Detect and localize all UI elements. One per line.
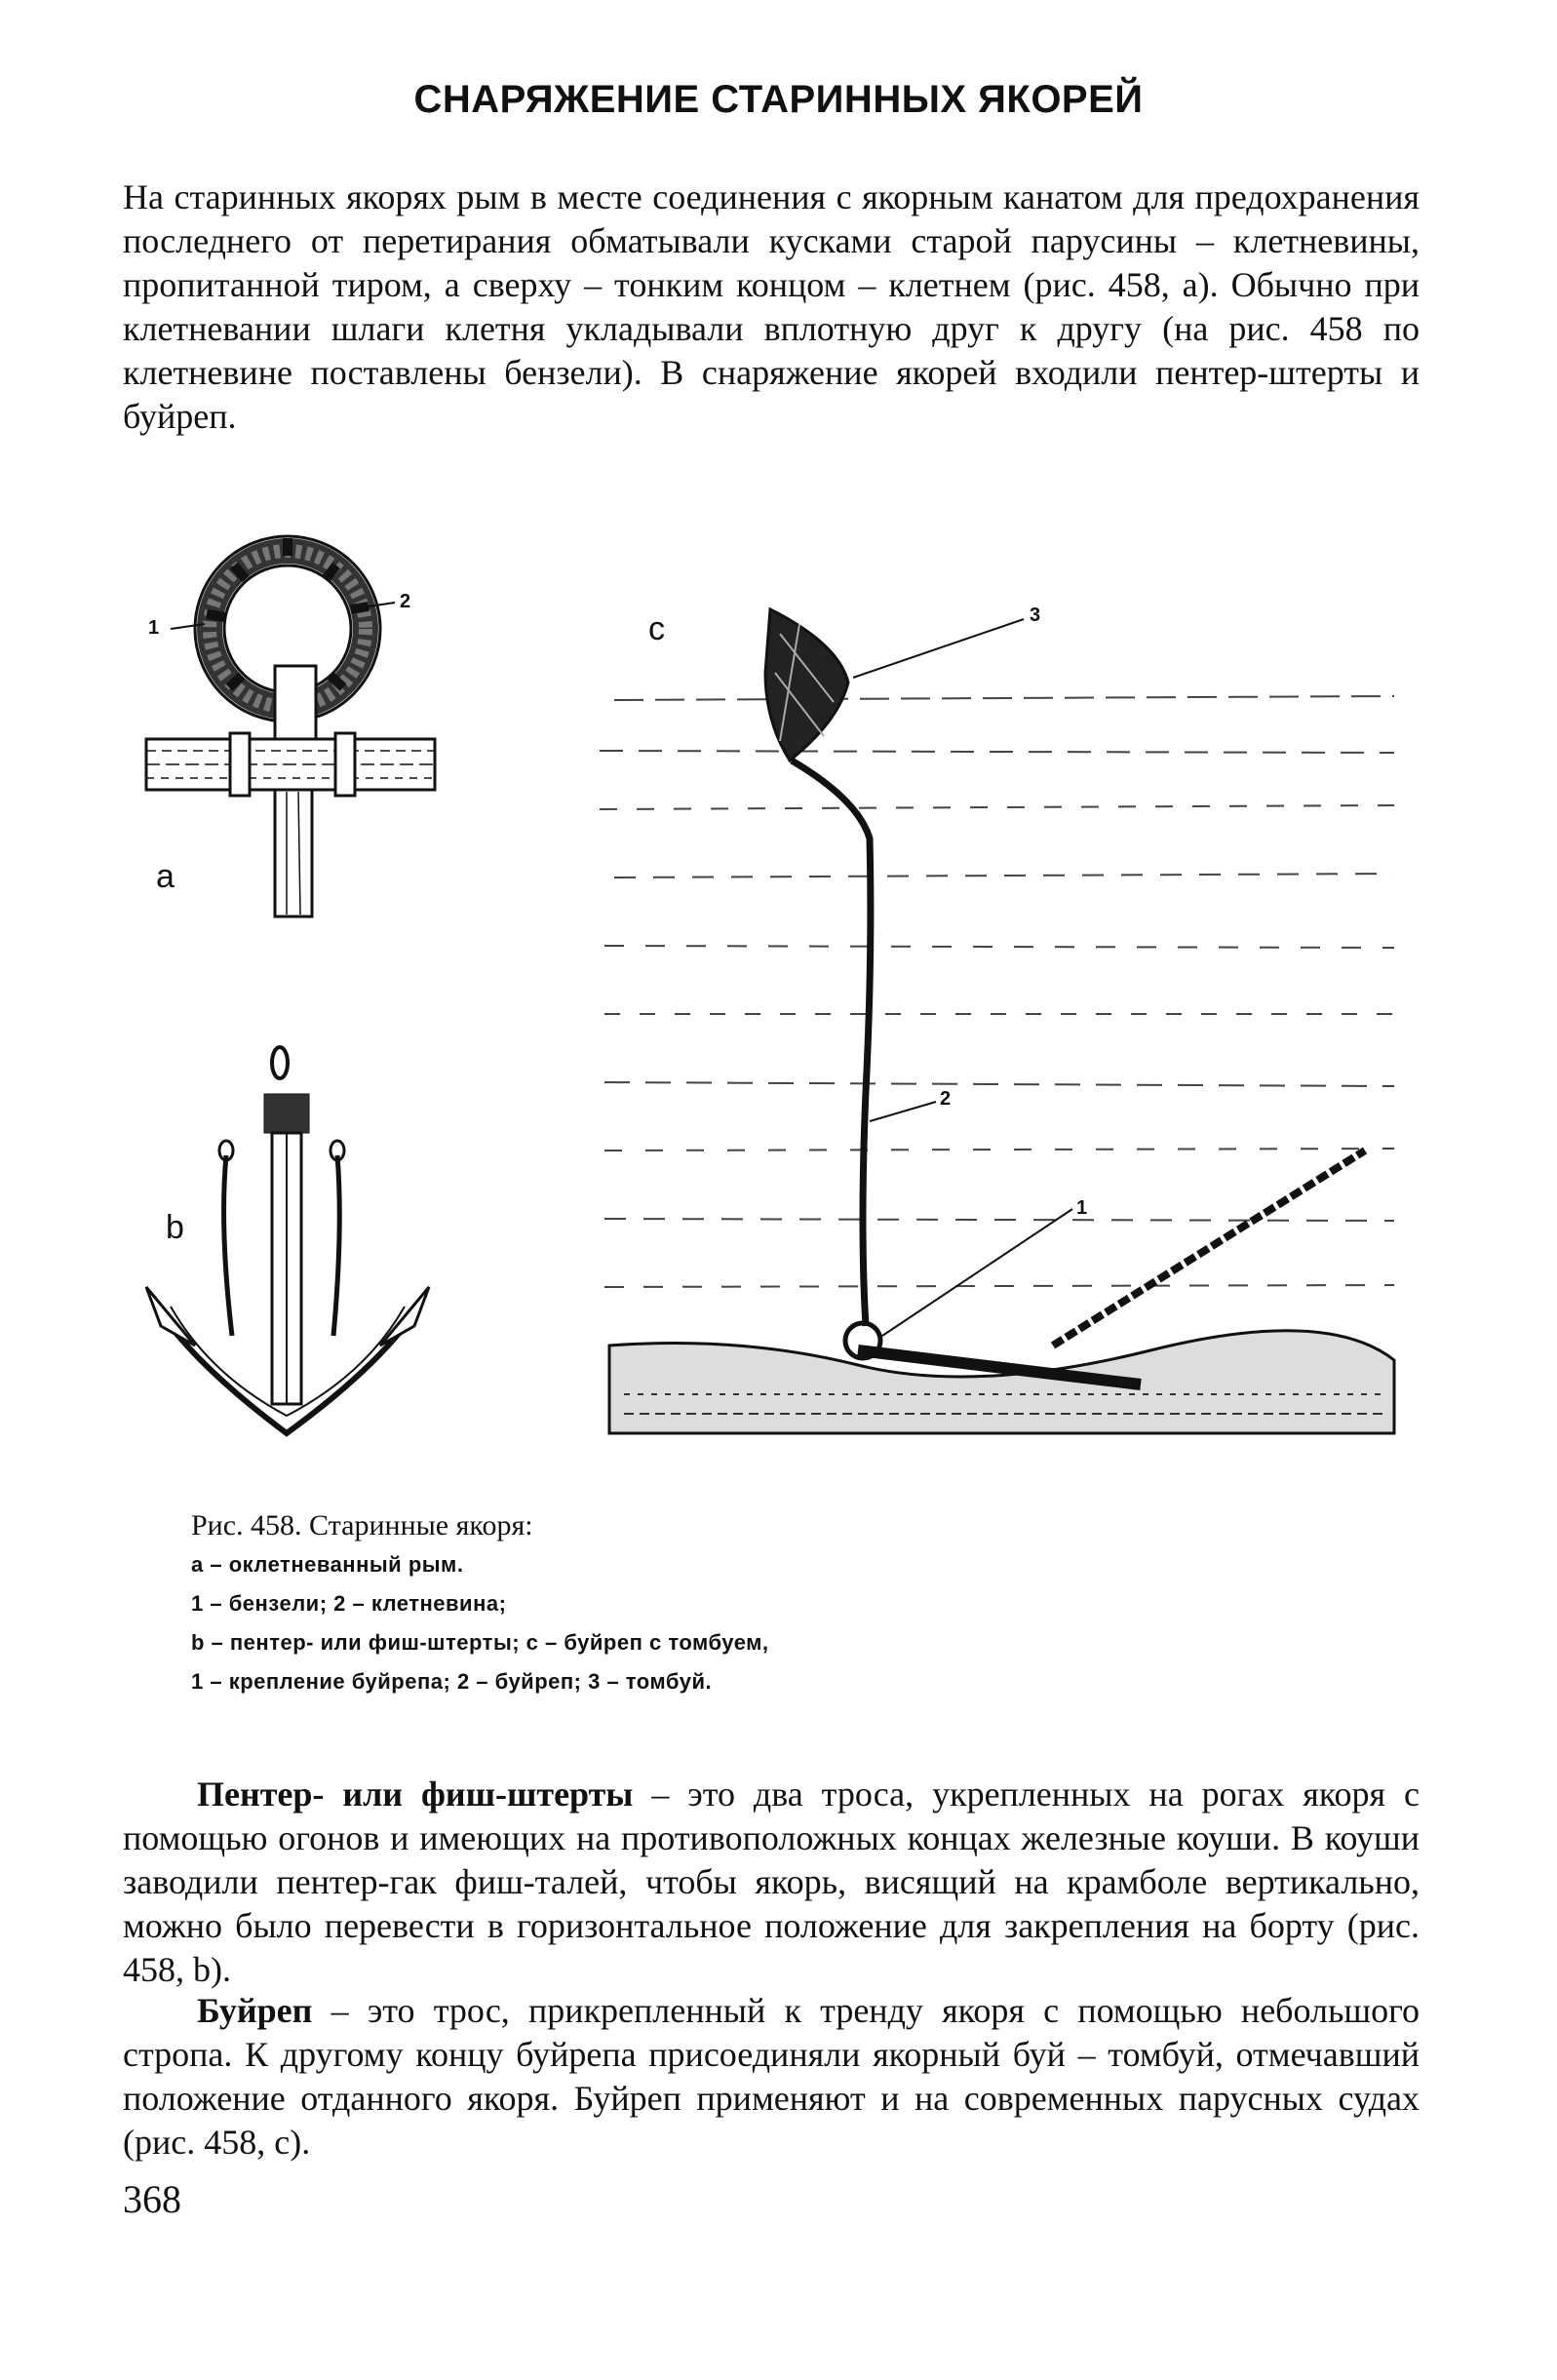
wrapped-ring-drawing	[146, 536, 435, 917]
figure-caption	[191, 1506, 769, 1701]
term-buoy-rope: Буйреп	[197, 1991, 313, 2030]
callout-c-1: 1	[1076, 1197, 1088, 1219]
paragraph-buoy-rope-text: – это трос, прикрепленный к тренду якоря с помощью небольшого стропа. К другому концу буйрепа присоединяли якорный буй – томбуй, отмечавший положение отданного якоря. Буйреп применяют и на современных парусных судах (рис. 458, с).	[123, 1991, 1420, 2162]
paragraph-fish-pendants	[123, 1773, 1420, 1992]
panel-label-b: b	[166, 1209, 184, 1246]
caption-line: а – оклетневанный рым.	[191, 1552, 464, 1577]
callout-a-1: 1	[148, 617, 160, 639]
buoy-rope-drawing	[600, 609, 1394, 1433]
callout-c-3: 3	[1030, 605, 1041, 626]
term-fish-pendants: Пентер- или фиш-штерты	[197, 1775, 634, 1814]
anchor-with-pendants-drawing	[146, 1047, 429, 1433]
caption-title: Рис. 458. Старинные якоря:	[191, 1509, 533, 1541]
caption-line: 1 – крепление буйрепа; 2 – буйреп; 3 – томбуй.	[191, 1669, 713, 1694]
intro-paragraph: На старинных якорях рым в месте соединения с якорным канатом для предохранения последнего от перетирания обматывали кусками старой парусины – клетневины, пропитанной тиром, а сверху – тонким концом – клетнем (рис. 458, а). Обычно при клетневании шлаги клетня укладывали вплотную друг к другу (на рис. 458 по клетневине поставлены бензели). В снаряжение якорей входили пентер-штерты и буйреп.	[123, 177, 1420, 436]
panel-label-c: с	[648, 610, 665, 647]
panel-label-a: а	[156, 858, 175, 895]
caption-line: b – пентер- или фиш-штерты; с – буйреп с томбуем,	[191, 1630, 769, 1655]
page-title: СНАРЯЖЕНИЕ СТАРИННЫХ ЯКОРЕЙ	[413, 78, 1144, 121]
paragraph-fish-pendants-text: – это два троса, укрепленных на рогах якоря с помощью огонов и имеющих на противоположных концах железные коуши. В коуши заводили пентер-гак фиш-талей, чтобы якорь, висящий на крамболе вертикально, можно было перевести в горизонтальное положение для закрепления на борту (рис. 458, b).	[123, 1775, 1421, 1989]
callout-c-2: 2	[940, 1088, 952, 1110]
caption-line: 1 – бензели; 2 – клетневина;	[191, 1591, 507, 1616]
page-number: 368	[123, 2177, 181, 2221]
paragraph-buoy-rope	[123, 1989, 1420, 2165]
callout-a-2: 2	[400, 591, 411, 612]
